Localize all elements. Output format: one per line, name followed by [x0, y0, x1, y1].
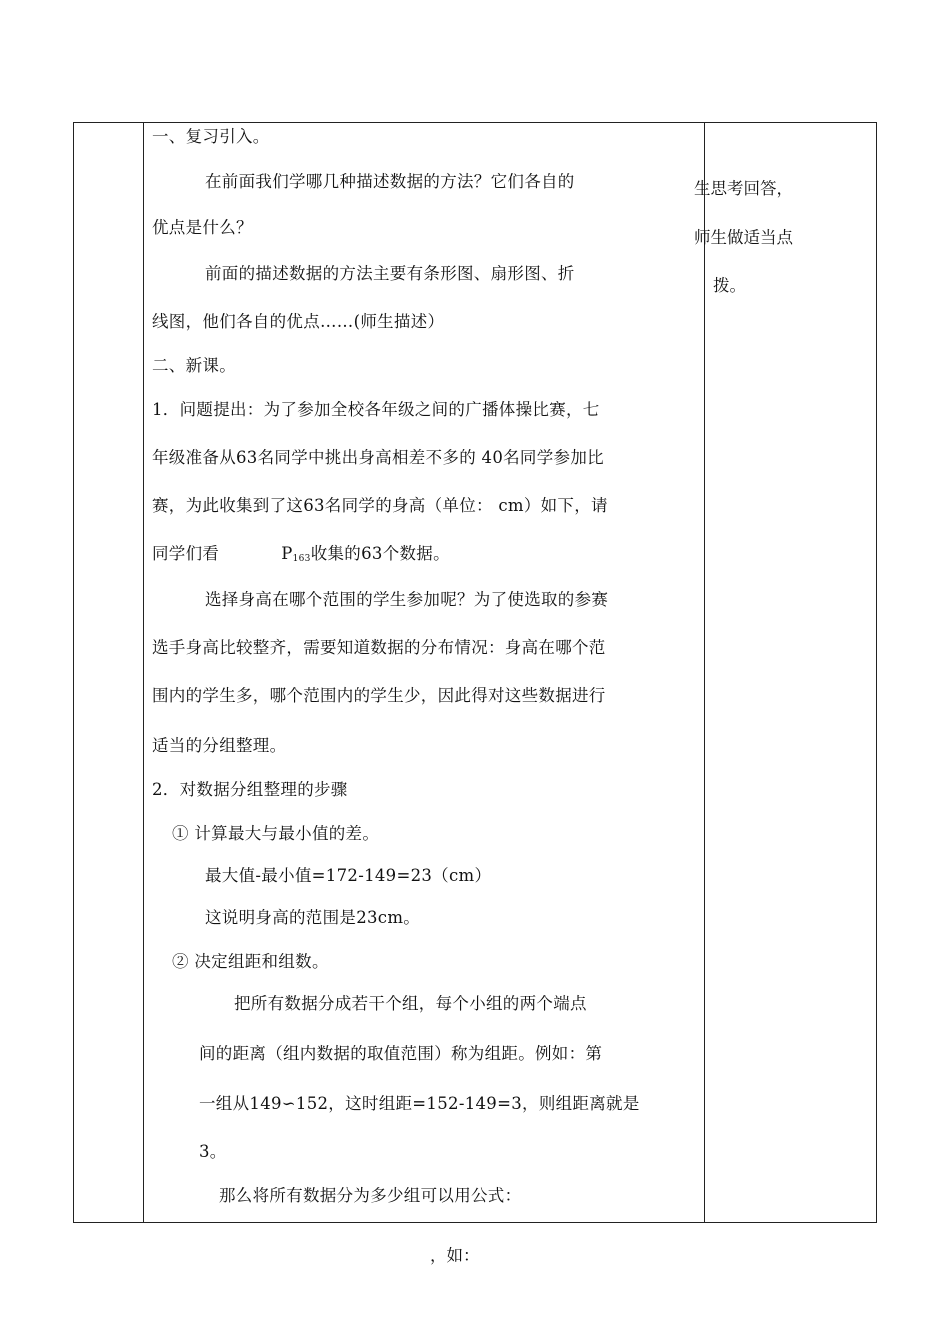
section-heading-review: 一、复习引入。: [152, 127, 270, 146]
text-line: 3。: [199, 1142, 227, 1161]
text-line: 一组从149∽152，这时组距=152-149=3，则组距离就是: [199, 1094, 640, 1113]
text-line: 选手身高比较整齐，需要知道数据的分布情况：身高在哪个范: [152, 638, 606, 657]
text-line: 那么将所有数据分为多少组可以用公式：: [219, 1186, 522, 1205]
text-line: 线图，他们各自的优点……(师生描述）: [152, 312, 445, 331]
section-heading-new: 二、新课。: [152, 356, 236, 375]
text-line: 1．问题提出：为了参加全校各年级之间的广播体操比赛，七: [152, 400, 600, 419]
trailing-text: ，如：: [430, 1246, 480, 1265]
text-line: 年级准备从63名同学中挑出身高相差不多的 40名同学参加比: [152, 448, 604, 467]
formula-line: 最大值-最小值=172-149=23（cm）: [205, 866, 492, 885]
column-divider-left: [143, 123, 144, 1222]
side-note-line: 生思考回答，: [694, 179, 793, 198]
page-reference: $P_{163}$: [281, 544, 311, 564]
text-line: 选择身高在哪个范围的学生参加呢？为了使选取的参赛: [205, 590, 609, 609]
text-fragment: 收集的63个数据。: [310, 544, 450, 563]
text-line: 适当的分组整理。: [152, 736, 287, 755]
text-line: [152, 544, 450, 569]
text-fragment: 同学们看: [152, 544, 220, 563]
side-note-line: 师生做适当点: [694, 228, 793, 247]
text-line: 优点是什么？: [152, 218, 253, 237]
column-divider-right: [704, 123, 705, 1222]
text-line: 围内的学生多，哪个范围内的学生少，因此得对这些数据进行: [152, 686, 606, 705]
text-line: 间的距离（组内数据的取值范围）称为组距。例如：第: [199, 1044, 603, 1063]
text-line: 前面的描述数据的方法主要有条形图、扇形图、折: [205, 264, 575, 283]
step-item: ② 决定组距和组数。: [172, 952, 329, 971]
text-line: 这说明身高的范围是23cm。: [205, 908, 421, 927]
text-line: 在前面我们学哪几种描述数据的方法？它们各自的: [205, 172, 575, 191]
step-item: ① 计算最大与最小值的差。: [172, 824, 380, 843]
step-heading: 2．对数据分组整理的步骤: [152, 780, 348, 799]
text-line: 把所有数据分成若干个组，每个小组的两个端点: [234, 994, 587, 1013]
side-note-line: 拨。: [713, 276, 746, 295]
text-line: 赛，为此收集到了这63名同学的身高（单位： cm）如下，请: [152, 496, 608, 515]
